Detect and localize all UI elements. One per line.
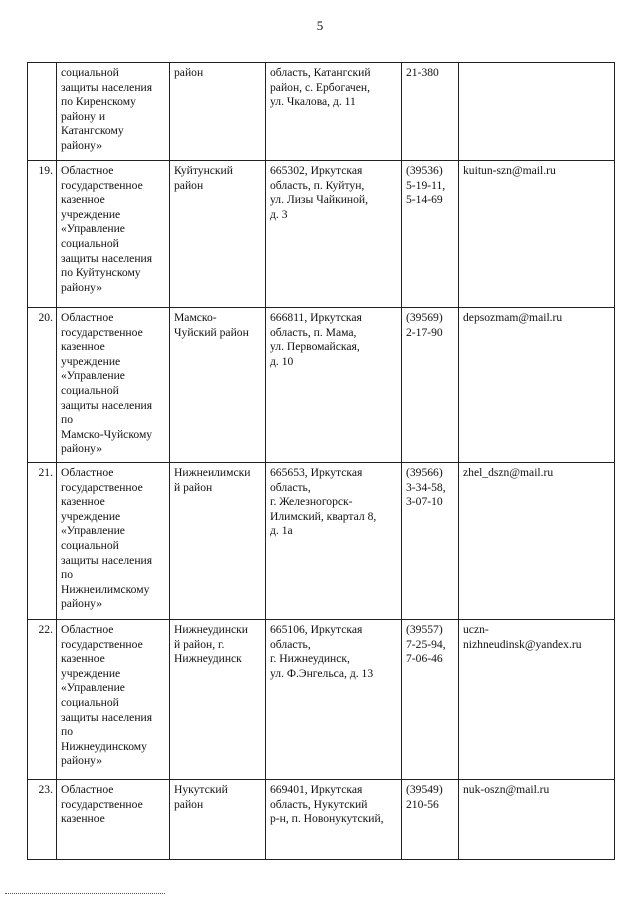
address: 665302, Иркутская область, п. Куйтун, ул. Лизы Чайкиной, д. 3	[266, 161, 402, 308]
address: область, Катангский район, с. Ербогачен, ул. Чкалова, д. 11	[266, 63, 402, 161]
row-number: 23.	[28, 780, 57, 860]
phone: 21-380	[402, 63, 459, 161]
address: 669401, Иркутская область, Нукутский р-н, п. Новонукутский,	[266, 780, 402, 860]
institution-name: Областное государственное казенное учреждение «Управление социальной защиты населения по Нижнеилимскому району»	[57, 463, 170, 620]
phone: (39569) 2-17-90	[402, 308, 459, 463]
institution-name: Областное государственное казенное учреждение «Управление социальной защиты населения по Мамско-Чуйскому району»	[57, 308, 170, 463]
institution-name: Областное государственное казенное	[57, 780, 170, 860]
table-row	[28, 620, 615, 780]
address: 665653, Иркутская область, г. Железногорск- Илимский, квартал 8, д. 1а	[266, 463, 402, 620]
district: Нижнеилимски й район	[170, 463, 266, 620]
address: 666811, Иркутская область, п. Мама, ул. Первомайская, д. 10	[266, 308, 402, 463]
email: kuitun-szn@mail.ru	[459, 161, 615, 308]
institution-name: социальной защиты населения по Киренскому району и Катангскому району»	[57, 63, 170, 161]
district: Нукутский район	[170, 780, 266, 860]
phone: (39549) 210-56	[402, 780, 459, 860]
page-number: 5	[316, 18, 324, 33]
phone: (39566) 3-34-58, 3-07-10	[402, 463, 459, 620]
email: uczn- nizhneudinsk@yandex.ru	[459, 620, 615, 780]
row-number	[28, 63, 57, 161]
institution-name: Областное государственное казенное учреждение «Управление социальной защиты населения по Нижнеудинскому району»	[57, 620, 170, 780]
table-row	[28, 780, 615, 860]
phone: (39536) 5-19-11, 5-14-69	[402, 161, 459, 308]
table-row	[28, 161, 615, 308]
table-row	[28, 463, 615, 620]
district: Нижнеудински й район, г. Нижнеудинск	[170, 620, 266, 780]
email	[459, 63, 615, 161]
district: район	[170, 63, 266, 161]
address: 665106, Иркутская область, г. Нижнеудинск, ул. Ф.Энгельса, д. 13	[266, 620, 402, 780]
email: depsozmam@mail.ru	[459, 308, 615, 463]
table-row	[28, 63, 615, 161]
table-body	[28, 63, 615, 860]
email: zhel_dszn@mail.ru	[459, 463, 615, 620]
district: Мамско- Чуйский район	[170, 308, 266, 463]
institutions-table	[27, 62, 615, 860]
row-number: 19.	[28, 161, 57, 308]
district: Куйтунский район	[170, 161, 266, 308]
row-number: 21.	[28, 463, 57, 620]
table-row	[28, 308, 615, 463]
row-number: 20.	[28, 308, 57, 463]
email: nuk-oszn@mail.ru	[459, 780, 615, 860]
phone: (39557) 7-25-94, 7-06-46	[402, 620, 459, 780]
institution-name: Областное государственное казенное учреждение «Управление социальной защиты населения по Куйтунскому району»	[57, 161, 170, 308]
footer-divider	[5, 893, 165, 894]
row-number: 22.	[28, 620, 57, 780]
